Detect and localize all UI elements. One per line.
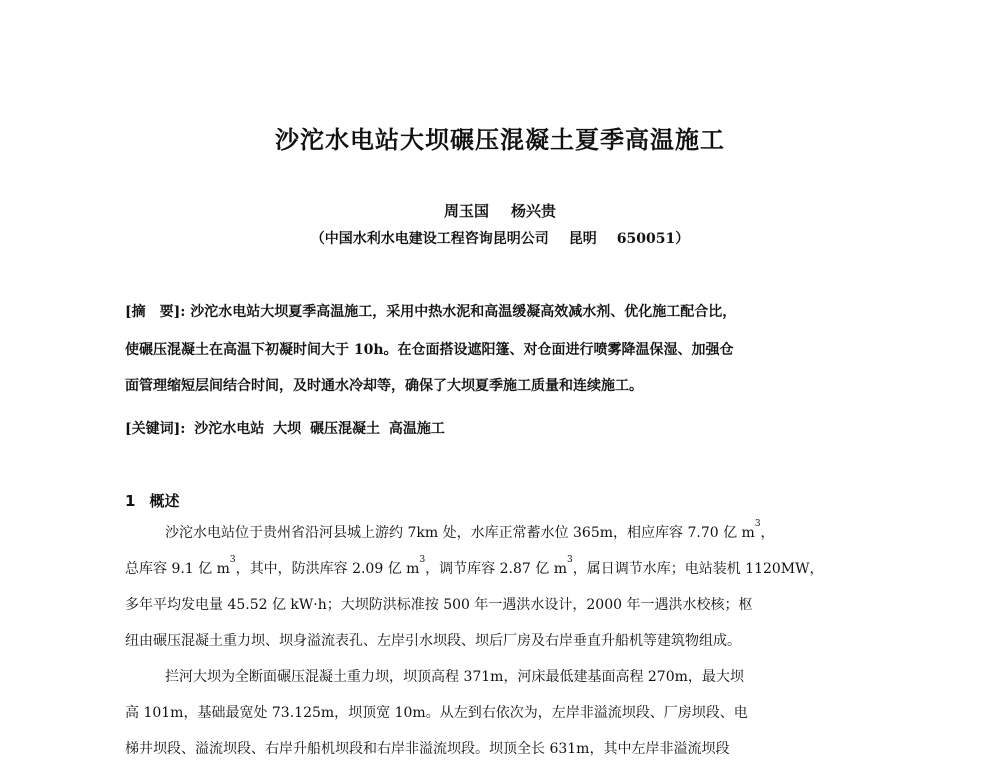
author-name: 杨兴贵 xyxy=(511,202,557,220)
affiliation-postcode: 650051） xyxy=(616,231,690,247)
keyword: 沙沱水电站 xyxy=(194,421,265,437)
paragraph-line: 纽由碾压混凝土重力坝、坝身溢流表孔、左岸引水坝段、坝后厂房及右岸垂直升船机等建筑物组成。 xyxy=(125,633,741,649)
body-text: ，其中，防洪库容 2.09 亿 m xyxy=(235,561,420,577)
section-heading xyxy=(125,490,179,511)
paragraph-line: 拦河大坝为全断面碾压混凝土重力坝，坝顶高程 371m，河床最低建基面高程 270m，最大坝 xyxy=(165,669,744,685)
abstract-text: 面管理缩短层间结合时间，及时通水冷却等，确保了大坝夏季施工质量和连续施工。 xyxy=(125,378,643,394)
affiliation-city: 昆明 xyxy=(568,231,597,247)
abstract-line-2 xyxy=(125,338,885,362)
paper-title: 沙沱水电站大坝碾压混凝土夏季高温施工 xyxy=(275,126,725,154)
author-name: 周玉国 xyxy=(443,202,489,220)
paragraph-line: 高 101m，基础最宽处 73.125m，坝顶宽 10m。从左到右依次为，左岸非溢流坝段、厂房坝段、电 xyxy=(125,705,748,721)
keyword: 碾压混凝土 xyxy=(310,421,381,437)
paragraph-line: 梯井坝段、溢流坝段、右岸升船机坝段和右岸非溢流坝段。坝顶全长 631m，其中左岸非溢流坝段 xyxy=(125,741,730,757)
affiliation xyxy=(0,228,1000,248)
paragraph-line xyxy=(125,555,885,578)
affiliation-org: （中国水利水电建设工程咨询昆明公司 xyxy=(310,231,549,247)
section-number: 1 xyxy=(125,492,136,510)
paragraph-line xyxy=(165,519,885,542)
paragraph-line: 多年平均发电量 45.52 亿 kW·h；大坝防洪标准按 500 年一遇洪水设计，2000 年一遇洪水校核；枢 xyxy=(125,597,753,613)
superscript: 3 xyxy=(419,555,426,565)
abstract-label: [摘 要]: xyxy=(125,304,186,320)
body-text: ，调节库容 2.87 亿 m xyxy=(425,561,567,577)
abstract-line-3 xyxy=(125,374,885,398)
section-title: 概述 xyxy=(149,492,180,510)
superscript: 3 xyxy=(754,519,761,529)
author-list xyxy=(0,200,1000,221)
superscript: 3 xyxy=(229,555,236,565)
body-text: ，属日调节水库；电站装机 1120MW， xyxy=(572,561,824,577)
keyword: 大坝 xyxy=(273,421,302,437)
body-text: 总库容 9.1 亿 m xyxy=(125,561,230,577)
abstract-text: 使碾压混凝土在高温下初凝时间大于 10h。在仓面搭设遮阳篷、对仓面进行喷雾降温保湿、加强仓 xyxy=(125,342,734,358)
abstract-line-1 xyxy=(125,300,885,324)
body-text: ， xyxy=(760,525,775,541)
abstract-text: 沙沱水电站大坝夏季高温施工，采用中热水泥和高温缓凝高效减水剂、优化施工配合比， xyxy=(190,304,737,320)
body-text: 沙沱水电站位于贵州省沿河县城上游约 7km 处，水库正常蓄水位 365m，相应库容 7.70 亿 m xyxy=(165,525,755,541)
keyword: 高温施工 xyxy=(388,421,445,437)
superscript: 3 xyxy=(566,555,573,565)
keywords xyxy=(125,418,885,438)
keywords-label: [关键词]: xyxy=(125,421,186,437)
